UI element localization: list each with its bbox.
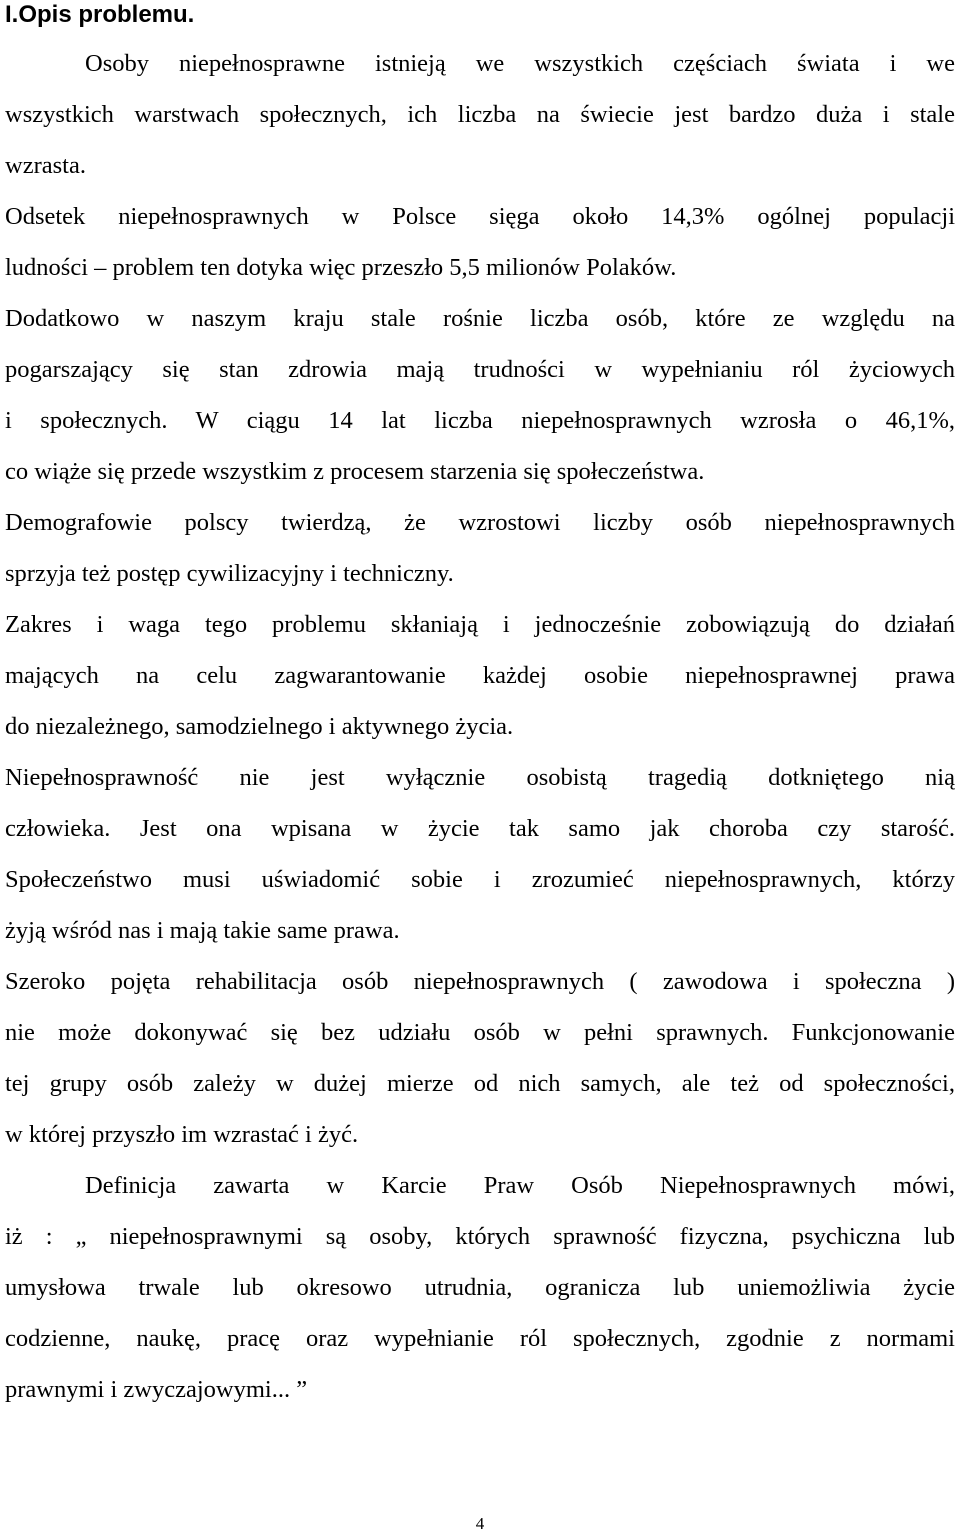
text-line: wszystkich warstwach społecznych, ich liczba na świecie jest bardzo duża i stale	[5, 101, 955, 128]
text-line: Zakres i waga tego problemu skłaniają i jednocześnie zobowiązują do działań	[5, 611, 955, 638]
text-line: wzrasta.	[5, 152, 86, 179]
text-line: Odsetek niepełnosprawnych w Polsce sięga około 14,3% ogólnej populacji	[5, 203, 955, 230]
text-line: mających na celu zagwarantowanie każdej osobie niepełnosprawnej prawa	[5, 662, 955, 689]
text-line: tej grupy osób zależy w dużej mierze od nich samych, ale też od społeczności,	[5, 1070, 955, 1097]
text-line: codzienne, naukę, pracę oraz wypełnianie ról społecznych, zgodnie z normami	[5, 1325, 955, 1352]
text-line: człowieka. Jest ona wpisana w życie tak samo jak choroba czy starość.	[5, 815, 955, 842]
text-line: prawnymi i zwyczajowymi... ”	[5, 1376, 308, 1403]
text-line: umysłowa trwale lub okresowo utrudnia, ogranicza lub uniemożliwia życie	[5, 1274, 955, 1301]
text-line: iż : „ niepełnosprawnymi są osoby, których sprawność fizyczna, psychiczna lub	[5, 1223, 955, 1250]
text-line: Społeczeństwo musi uświadomić sobie i zrozumieć niepełnosprawnych, którzy	[5, 866, 955, 893]
text-line: nie może dokonywać się bez udziału osób w pełni sprawnych. Funkcjonowanie	[5, 1019, 955, 1046]
text-line: Definicja zawarta w Karcie Praw Osób Niepełnosprawnych mówi,	[85, 1172, 955, 1199]
page-number: 4	[475, 1514, 485, 1533]
section-heading: I.Opis problemu.	[5, 1, 195, 28]
text-line: Dodatkowo w naszym kraju stale rośnie liczba osób, które ze względu na	[5, 305, 955, 332]
text-line: żyją wśród nas i mają takie same prawa.	[5, 917, 400, 944]
text-line: sprzyja też postęp cywilizacyjny i techniczny.	[5, 560, 454, 587]
text-line: ludności – problem ten dotyka więc przeszło 5,5 milionów Polaków.	[5, 254, 677, 281]
text-line: co wiąże się przede wszystkim z procesem starzenia się społeczeństwa.	[5, 458, 705, 485]
text-line: pogarszający się stan zdrowia mają trudności w wypełnianiu ról życiowych	[5, 356, 955, 383]
text-line: Demografowie polscy twierdzą, że wzrostowi liczby osób niepełnosprawnych	[5, 509, 955, 536]
text-line: Szeroko pojęta rehabilitacja osób niepełnosprawnych ( zawodowa i społeczna )	[5, 968, 955, 995]
text-line: Osoby niepełnosprawne istnieją we wszystkich częściach świata i we	[85, 50, 955, 77]
text-line: w której przyszło im wzrastać i żyć.	[5, 1121, 359, 1148]
text-line: do niezależnego, samodzielnego i aktywnego życia.	[5, 713, 514, 740]
text-line: Niepełnosprawność nie jest wyłącznie osobistą tragedią dotkniętego nią	[5, 764, 955, 791]
text-line: i społecznych. W ciągu 14 lat liczba niepełnosprawnych wzrosła o 46,1%,	[5, 407, 955, 434]
